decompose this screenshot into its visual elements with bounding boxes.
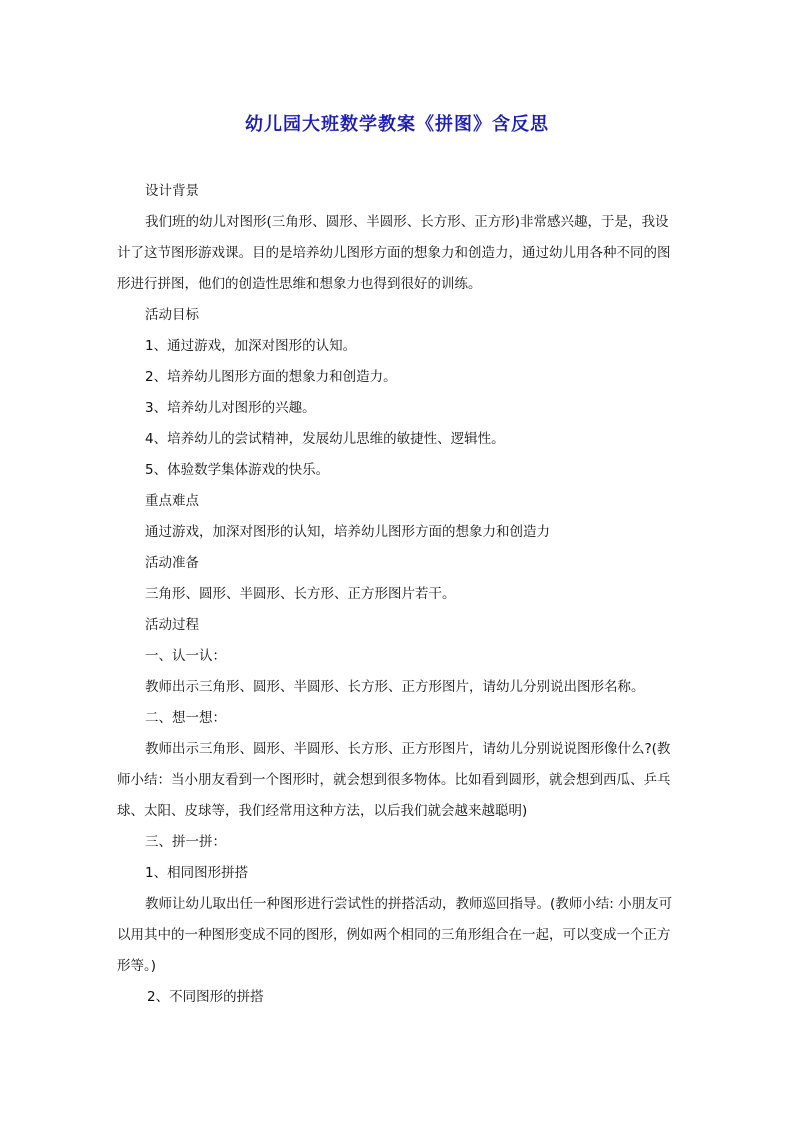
step-heading-3: 三、拼一拼：: [145, 834, 226, 850]
section-heading-background: 设计背景: [145, 183, 199, 199]
goal-item-5: 5、体验数学集体游戏的快乐。: [145, 462, 330, 478]
substep-heading-1: 1、相同图形拼搭: [145, 865, 249, 881]
paragraph-step-1: 教师出示三角形、圆形、半圆形、长方形、正方形图片，请幼儿分别说出图形名称。: [145, 679, 645, 695]
section-heading-goals: 活动目标: [145, 307, 199, 323]
paragraph-step-2: 教师出示三角形、圆形、半圆形、长方形、正方形图片，请幼儿分别说说图形像什么?(教师小结：当小朋友看到一个图形时，就会想到很多物体。比如看到圆形，就会想到西瓜、乒乓球、太阳、皮球等，我们经常用这种方法，以后我们就会越来越聪明): [117, 741, 671, 819]
goal-item-3: 3、培养幼儿对图形的兴趣。: [145, 400, 316, 416]
section-heading-process: 活动过程: [145, 617, 199, 633]
paragraph-key-points: 通过游戏，加深对图形的认知，培养幼儿图形方面的想象力和创造力: [145, 524, 550, 540]
goal-item-2: 2、培养幼儿图形方面的想象力和创造力。: [145, 369, 397, 385]
paragraph-background: 我们班的幼儿对图形(三角形、圆形、半圆形、长方形、正方形)非常感兴趣，于是，我设计了这节图形游戏课。目的是培养幼儿图形方面的想象力和创造力，通过幼儿用各种不同的图形进行拼图，他们的创造性思维和想象力也得到很好的训练。: [117, 214, 671, 292]
document-body: [117, 176, 681, 1013]
document-title: 幼儿园大班数学教案《拼图》含反思: [245, 114, 549, 135]
substep-heading-2: 2、不同图形的拼搭: [147, 989, 264, 1005]
section-heading-preparation: 活动准备: [145, 555, 199, 571]
goal-item-1: 1、通过游戏，加深对图形的认知。: [145, 338, 357, 354]
step-heading-2: 二、想一想：: [145, 710, 226, 726]
goal-item-4: 4、培养幼儿的尝试精神，发展幼儿思维的敏捷性、逻辑性。: [145, 431, 505, 447]
paragraph-preparation: 三角形、圆形、半圆形、长方形、正方形图片若干。: [145, 586, 456, 602]
step-heading-1: 一、认一认：: [145, 648, 226, 664]
section-heading-key-points: 重点难点: [145, 493, 199, 509]
paragraph-substep-1: 教师让幼儿取出任一种图形进行尝试性的拼搭活动，教师巡回指导。(教师小结: 小朋友可以用其中的一种图形变成不同的图形，例如两个相同的三角形组合在一起，可以变成一个正方形等。): [117, 896, 673, 974]
